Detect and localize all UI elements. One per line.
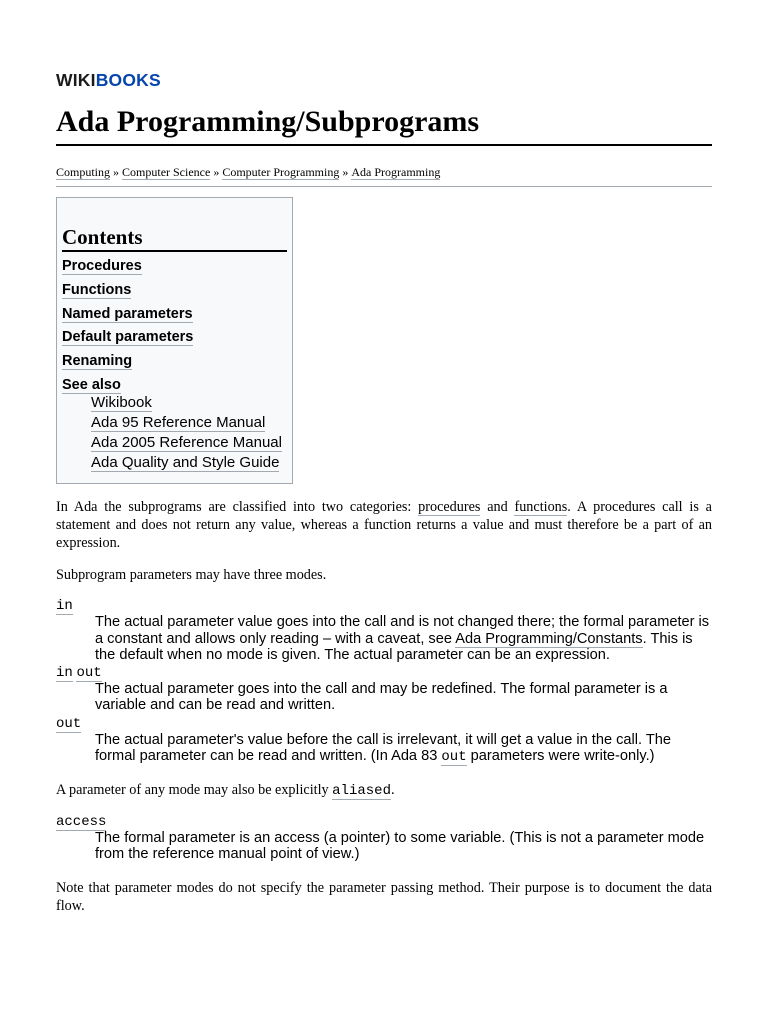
note-paragraph: Note that parameter modes do not specify the parameter passing method. Their purpose is to document the data flow. xyxy=(56,879,712,914)
breadcrumb-ada-programming[interactable]: Ada Programming xyxy=(351,165,441,179)
mode-term-in-out xyxy=(56,664,712,681)
breadcrumb-computer-programming[interactable]: Computer Programming xyxy=(222,165,340,179)
code-link-aliased[interactable]: aliased xyxy=(332,782,391,799)
toc-item-renaming xyxy=(62,353,287,370)
intro-text-3: . A procedures call is a statement and does not return any value, whereas a function returns a value and must therefore be a part of an expression. xyxy=(56,499,712,551)
toc-subitem-wikibook xyxy=(91,394,287,412)
toc-link-renaming[interactable]: Renaming xyxy=(62,353,133,370)
mode-out-text-1: The actual parameter's value before the call is irrelevant, it will get a value in the call. The formal parameter can be read and written. (In Ada 83 xyxy=(95,731,672,764)
toc-link-procedures[interactable]: Procedures xyxy=(62,258,142,274)
table-of-contents xyxy=(56,197,293,484)
mode-desc-in-out: The actual parameter goes into the call and may be redefined. The formal parameter is a variable and can be read and written. xyxy=(95,680,668,713)
aliased-text-2: . xyxy=(390,781,395,798)
logo-part-books: BOOKS xyxy=(95,70,161,90)
toc-list xyxy=(62,258,287,472)
toc-link-ada2005-rm[interactable]: Ada 2005 Reference Manual xyxy=(91,433,282,451)
logo-part-wiki: WIKI xyxy=(56,70,96,90)
toc-link-functions[interactable]: Functions xyxy=(62,281,132,298)
mode-term-access xyxy=(56,813,712,830)
toc-item-named-parameters xyxy=(62,306,287,323)
access-definition xyxy=(56,813,712,863)
intro-paragraph xyxy=(56,498,712,552)
mode-desc-access: The formal parameter is an access (a pointer) to some variable. (This is not a parameter mode from the reference manual point of view.) xyxy=(95,829,705,862)
breadcrumb-computer-science[interactable]: Computer Science xyxy=(122,165,211,179)
code-link-in[interactable]: in xyxy=(56,664,73,681)
toc-link-default-parameters[interactable]: Default parameters xyxy=(62,329,194,346)
modes-list xyxy=(56,597,712,766)
intro-text-2: and xyxy=(480,499,515,515)
toc-item-see-also xyxy=(62,377,287,394)
link-ada-constants[interactable]: Ada Programming/Constants xyxy=(455,630,643,647)
toc-item-default-parameters xyxy=(62,329,287,346)
code-link-out-inline[interactable]: out xyxy=(441,749,467,765)
toc-heading: Contents xyxy=(62,224,287,252)
toc-link-wikibook[interactable]: Wikibook xyxy=(91,393,152,411)
mode-in-text-1: The actual parameter value goes into the call and is not changed there; the formal parameter is a constant and allows only reading – with a caveat, see xyxy=(95,614,710,647)
mode-desc-out xyxy=(95,732,712,766)
wikibooks-logo[interactable] xyxy=(56,70,161,90)
intro-text-1: In Ada the subprograms are classified into two categories: xyxy=(56,499,419,515)
link-procedures[interactable]: procedures xyxy=(418,499,481,515)
toc-link-ada95-rm[interactable]: Ada 95 Reference Manual xyxy=(91,413,266,431)
breadcrumb-computing[interactable]: Computing xyxy=(56,165,111,179)
mode-term-out xyxy=(56,715,712,732)
toc-item-functions xyxy=(62,282,287,299)
aliased-text-1: A parameter of any mode may also be explicitly xyxy=(56,781,333,798)
toc-subitem-ada95-rm xyxy=(91,414,287,432)
code-link-out[interactable]: out xyxy=(76,664,102,681)
mode-desc-in xyxy=(95,614,712,664)
toc-link-quality-style[interactable]: Ada Quality and Style Guide xyxy=(91,453,280,471)
mode-out-text-2: parameters were write-only.) xyxy=(466,748,655,764)
toc-subitem-quality-style xyxy=(91,454,287,472)
code-link-in[interactable]: in xyxy=(56,598,73,614)
breadcrumb xyxy=(56,164,712,187)
toc-link-see-also[interactable]: See also xyxy=(62,376,121,393)
page-title: Ada Programming/Subprograms xyxy=(56,104,712,146)
toc-item-procedures xyxy=(62,258,287,275)
toc-link-named-parameters[interactable]: Named parameters xyxy=(62,305,193,322)
code-link-access[interactable]: access xyxy=(56,813,107,830)
toc-subitem-ada2005-rm xyxy=(91,434,287,452)
mode-in-text-2: . This is the default when no mode is given. The actual parameter can be an expression. xyxy=(95,630,693,663)
code-link-out[interactable]: out xyxy=(56,715,82,732)
breadcrumb-separator: » xyxy=(213,165,220,179)
mode-term-in xyxy=(56,597,712,614)
breadcrumb-separator: » xyxy=(342,165,349,179)
article-body xyxy=(56,498,712,915)
link-functions[interactable]: functions xyxy=(514,499,568,515)
aliased-paragraph xyxy=(56,781,712,800)
breadcrumb-separator: » xyxy=(113,165,120,179)
modes-intro: Subprogram parameters may have three modes. xyxy=(56,567,327,583)
